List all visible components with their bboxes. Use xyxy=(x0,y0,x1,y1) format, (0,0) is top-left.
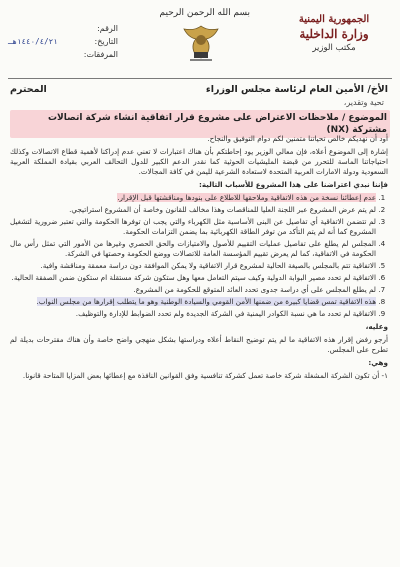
intro-paragraph-2: إشارة إلى الموضوع أعلاه، فإن معالي الوزير يود إحاطتكم بأن هناك اعتبارات لا تعني عدم إدراكنا لأهمية قطاع الاتصالات وكذلك احتياجاتنا الماسة للتحرر من قبضة المليشيات الحوثية كما نقدر الدعم الكبير للدول التحالف العربي بقيادة المملكة العربية السعودية ودولة الامارات العربية المتحدة لاستعادة الشرعية لليمن في كافة المجالات. xyxy=(10,147,388,176)
ministry-header xyxy=(278,14,390,53)
ref-row xyxy=(8,24,118,33)
point-1-text: عدم إعطائنا نسخة من هذه الاتفاقية وملاحقها للاطلاع على بنودها ومناقشتها قبل الإقرار. xyxy=(117,193,376,202)
point-8-text: هذه الاتفاقية تمس قضايا كبيرة من ضمنها الأمن القومي والسيادة الوطنية وهو ما يتطلب إقرارها من مجلس النواب. xyxy=(36,297,376,306)
greeting: تحية وتقدير، xyxy=(343,98,384,107)
ref-label: الرقم: xyxy=(97,24,118,33)
republic-name: الجمهورية اليمنية xyxy=(298,14,370,25)
subject-line: الموضوع / ملاحظات الاعتراض على مشروع قرار اتفاقية انشاء شركة اتصالات مشتركة (NX) xyxy=(10,110,390,138)
header-divider xyxy=(8,78,392,79)
intro-paragraph-1: أود أن نهديكم خالص تحياتنا متمنين لكم دوام التوفيق والنجاح. xyxy=(207,134,388,143)
objection-points xyxy=(10,193,388,319)
date-label: التاريخ: xyxy=(94,37,118,46)
addressee-honorific: المحترم xyxy=(10,84,47,95)
list-item: 5. الاتفاقية تتم بالمجلس بالصيغة الحالية لمشروع قرار الاتفاقية ولا يمكن الموافقة دون دراسة معمقة ومناقشة وافية. xyxy=(10,261,376,271)
request-intro: وعليه، xyxy=(365,322,388,331)
ministry-name: وزارة الداخلية xyxy=(299,27,369,41)
list-item xyxy=(10,297,376,307)
request-paragraph: أرجو رفض إقرار هذه الاتفاقية ما لم يتم توضيح النقاط أعلاه ودراستها بشكل منهجي واضح خاصة وأن هناك مقترحات بديلة لم تطرح على المجلس. xyxy=(10,335,388,354)
note-1: ١- أن تكون الشركة المشغلة شركة خاصة تعمل كشركة تنافسية وفق القوانين النافذة مع إعطائها بعض المزايا المتاحة قانونا. xyxy=(22,371,388,380)
date-value: ١٤٤٠/٤/٢١هـ xyxy=(8,37,58,46)
basmala-heading: بسم الله الرحمن الرحيم xyxy=(159,8,250,18)
addressee-line xyxy=(10,84,388,95)
attachments-row xyxy=(8,50,118,59)
addressee-to: الأخ/ الأمين العام لرئاسة مجلس الوزراء xyxy=(205,84,388,95)
date-row xyxy=(8,37,118,46)
notes-intro: وهي: xyxy=(368,358,388,367)
yemen-eagle-emblem-icon xyxy=(178,20,224,66)
list-item: 2. لم يتم عرض المشروع عبر اللجنة العليا للمناقصات وهذا مخالف للقانون وخاصة أن المشروع استراتيجي. xyxy=(10,205,376,215)
attachments-label: المرفقات: xyxy=(83,50,118,59)
list-item: 3. لم تتضمن الاتفاقية أي تفاصيل عن البنى الأساسية مثل الكهرباء والتي يجب ان توفرها الحكومة والتي تعتبر ضرورية لتشغيل المشروع كما أنه لم يتم التأكد من توفر الطاقة الكهربائية بما يضمن التزامات الحكومة. xyxy=(10,217,376,237)
list-item xyxy=(10,193,376,203)
list-item: 7. لم يطلع المجلس على أي دراسة جدوى تحدد العائد المتوقع للحكومة من المشروع. xyxy=(10,285,376,295)
office-name: مكتب الوزير xyxy=(312,43,356,53)
list-item: 6. الاتفاقية لم تحدد مصير البوابة الدولية وكيف سيتم التعامل معها وهل ستكون شركة مستقلة ام ستكون ضمن الصفقة الحالية. xyxy=(10,273,376,283)
list-item: 4. المجلس لم يطلع على تفاصيل عمليات التقييم للأصول والامتيازات والحق الحصري وغيرها من الأمور التي تمثل رأس مال الحكومة في الاتفاقية، كما لم يعرض تقييم المؤسسة العامة للاتصالات ووضع الحكومة وحصتها في الشركة. xyxy=(10,239,376,259)
reference-block xyxy=(8,24,118,63)
list-item: 9. الاتفاقية لم تحدد ما هي نسبة الكوادر اليمنية في الشركة الجديدة ولم تحدد الضوابط للإدارة والتوظيف. xyxy=(10,309,376,319)
letter-body xyxy=(10,134,388,384)
intro-paragraph-3: فإننا نبدي اعتراضنا على هذا المشروع للأسباب التالية: xyxy=(198,180,388,189)
